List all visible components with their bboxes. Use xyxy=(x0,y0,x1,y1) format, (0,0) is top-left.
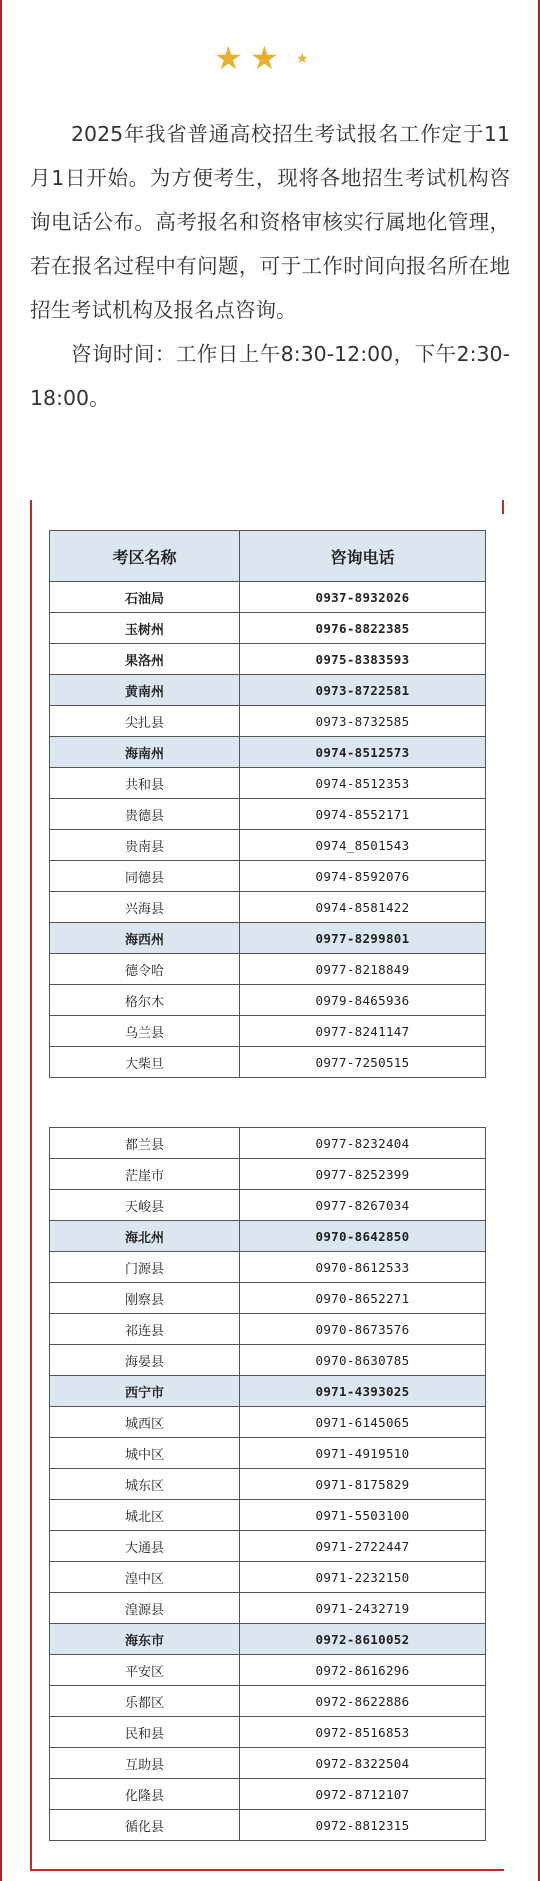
phone-number-cell: 0974-8552171 xyxy=(240,799,486,830)
phone-number-cell: 0973-8732585 xyxy=(240,706,486,737)
phone-table-part1 xyxy=(49,530,486,1078)
region-name-cell: 城东区 xyxy=(50,1469,240,1500)
phone-number-cell: 0971-4919510 xyxy=(240,1438,486,1469)
region-name-cell: 西宁市 xyxy=(50,1376,240,1407)
page-border-left xyxy=(0,0,2,1881)
table-row xyxy=(50,1686,486,1717)
table-row xyxy=(50,737,486,768)
header-phone: 咨询电话 xyxy=(240,531,486,582)
table-row xyxy=(50,1016,486,1047)
star-icon: ★ xyxy=(250,39,279,77)
region-name-cell: 共和县 xyxy=(50,768,240,799)
phone-number-cell: 0977-8232404 xyxy=(240,1128,486,1159)
table-row xyxy=(50,768,486,799)
header-region-name: 考区名称 xyxy=(50,531,240,582)
table-row xyxy=(50,1717,486,1748)
region-name-cell: 城北区 xyxy=(50,1500,240,1531)
region-name-cell: 格尔木 xyxy=(50,985,240,1016)
region-name-cell: 海南州 xyxy=(50,737,240,768)
region-name-cell: 德令哈 xyxy=(50,954,240,985)
region-name-cell: 民和县 xyxy=(50,1717,240,1748)
table-row xyxy=(50,1531,486,1562)
table-row xyxy=(50,1283,486,1314)
region-name-cell: 海西州 xyxy=(50,923,240,954)
table-row xyxy=(50,830,486,861)
table-frame-right xyxy=(502,500,504,514)
region-name-cell: 茫崖市 xyxy=(50,1159,240,1190)
region-name-cell: 天峻县 xyxy=(50,1190,240,1221)
phone-number-cell: 0971-8175829 xyxy=(240,1469,486,1500)
announcement-paragraph: 2025年我省普通高校招生考试报名工作定于11月1日开始。为方便考生，现将各地招生考试机构咨询电话公布。高考报名和资格审核实行属地化管理，若在报名过程中有问题，可于工作时间向报名所在地招生考试机构及报名点咨询。 xyxy=(30,122,510,322)
star-icon: ★ xyxy=(214,39,243,77)
region-name-cell: 大柴旦 xyxy=(50,1047,240,1078)
table-row xyxy=(50,985,486,1016)
phone-number-cell: 0972-8622886 xyxy=(240,1686,486,1717)
region-name-cell: 刚察县 xyxy=(50,1283,240,1314)
table-row xyxy=(50,1593,486,1624)
phone-number-cell: 0977-8241147 xyxy=(240,1016,486,1047)
star-decoration xyxy=(0,39,540,82)
phone-number-cell: 0977-8252399 xyxy=(240,1159,486,1190)
region-name-cell: 贵德县 xyxy=(50,799,240,830)
small-star-icon: ★ xyxy=(296,51,309,67)
table-row xyxy=(50,1779,486,1810)
phone-number-cell: 0974_8501543 xyxy=(240,830,486,861)
region-name-cell: 祁连县 xyxy=(50,1314,240,1345)
phone-number-cell: 0973-8722581 xyxy=(240,675,486,706)
table-row xyxy=(50,1500,486,1531)
phone-number-cell: 0977-8299801 xyxy=(240,923,486,954)
phone-number-cell: 0970-8673576 xyxy=(240,1314,486,1345)
table-row xyxy=(50,1314,486,1345)
region-name-cell: 循化县 xyxy=(50,1810,240,1841)
phone-number-cell: 0971-2432719 xyxy=(240,1593,486,1624)
table-row xyxy=(50,1047,486,1078)
region-name-cell: 黄南州 xyxy=(50,675,240,706)
phone-number-cell: 0971-6145065 xyxy=(240,1407,486,1438)
phone-number-cell: 0937-8932026 xyxy=(240,582,486,613)
phone-number-cell: 0972-8812315 xyxy=(240,1810,486,1841)
phone-number-cell: 0971-2722447 xyxy=(240,1531,486,1562)
phone-number-cell: 0972-8712107 xyxy=(240,1779,486,1810)
table-row xyxy=(50,1159,486,1190)
phone-number-cell: 0974-8512573 xyxy=(240,737,486,768)
phone-number-cell: 0977-8218849 xyxy=(240,954,486,985)
region-name-cell: 湟中区 xyxy=(50,1562,240,1593)
region-name-cell: 贵南县 xyxy=(50,830,240,861)
region-name-cell: 平安区 xyxy=(50,1655,240,1686)
consultation-hours: 咨询时间：工作日上午8:30-12:00，下午2:30-18:00。 xyxy=(30,342,510,410)
phone-number-cell: 0970-8630785 xyxy=(240,1345,486,1376)
region-name-cell: 互助县 xyxy=(50,1748,240,1779)
phone-number-cell: 0972-8616296 xyxy=(240,1655,486,1686)
phone-number-cell: 0974-8512353 xyxy=(240,768,486,799)
table-row xyxy=(50,644,486,675)
region-name-cell: 城西区 xyxy=(50,1407,240,1438)
phone-table-part2 xyxy=(49,1127,486,1841)
phone-number-cell: 0977-7250515 xyxy=(240,1047,486,1078)
table-row xyxy=(50,923,486,954)
table-row xyxy=(50,613,486,644)
region-name-cell: 大通县 xyxy=(50,1531,240,1562)
phone-number-cell: 0971-4393025 xyxy=(240,1376,486,1407)
table-row xyxy=(50,1562,486,1593)
phone-number-cell: 0971-5503100 xyxy=(240,1500,486,1531)
phone-number-cell: 0976-8822385 xyxy=(240,613,486,644)
table-row xyxy=(50,1748,486,1779)
region-name-cell: 尖扎县 xyxy=(50,706,240,737)
table-body xyxy=(50,582,486,1078)
table-row xyxy=(50,1438,486,1469)
phone-number-cell: 0974-8592076 xyxy=(240,861,486,892)
phone-number-cell: 0971-2232150 xyxy=(240,1562,486,1593)
table-frame-left xyxy=(30,500,32,1870)
region-name-cell: 海北州 xyxy=(50,1221,240,1252)
region-name-cell: 同德县 xyxy=(50,861,240,892)
region-name-cell: 乐都区 xyxy=(50,1686,240,1717)
region-name-cell: 石油局 xyxy=(50,582,240,613)
region-name-cell: 海东市 xyxy=(50,1624,240,1655)
table-row xyxy=(50,1810,486,1841)
region-name-cell: 乌兰县 xyxy=(50,1016,240,1047)
region-name-cell: 门源县 xyxy=(50,1252,240,1283)
region-name-cell: 海晏县 xyxy=(50,1345,240,1376)
phone-number-cell: 0974-8581422 xyxy=(240,892,486,923)
phone-number-cell: 0972-8516853 xyxy=(240,1717,486,1748)
table-row xyxy=(50,954,486,985)
table-row xyxy=(50,582,486,613)
table-row xyxy=(50,1190,486,1221)
region-name-cell: 湟源县 xyxy=(50,1593,240,1624)
table-row xyxy=(50,1128,486,1159)
table-row xyxy=(50,706,486,737)
table-row xyxy=(50,1407,486,1438)
table-row xyxy=(50,1376,486,1407)
table-row xyxy=(50,1252,486,1283)
region-name-cell: 城中区 xyxy=(50,1438,240,1469)
table-row xyxy=(50,1221,486,1252)
phone-number-cell: 0970-8652271 xyxy=(240,1283,486,1314)
phone-number-cell: 0970-8612533 xyxy=(240,1252,486,1283)
table-frame-bottom xyxy=(30,1869,504,1871)
table-row xyxy=(50,675,486,706)
region-name-cell: 都兰县 xyxy=(50,1128,240,1159)
region-name-cell: 果洛州 xyxy=(50,644,240,675)
region-name-cell: 兴海县 xyxy=(50,892,240,923)
phone-number-cell: 0979-8465936 xyxy=(240,985,486,1016)
table-body xyxy=(50,1128,486,1841)
region-name-cell: 玉树州 xyxy=(50,613,240,644)
region-name-cell: 化隆县 xyxy=(50,1779,240,1810)
phone-number-cell: 0970-8642850 xyxy=(240,1221,486,1252)
table-row xyxy=(50,861,486,892)
table-row xyxy=(50,892,486,923)
phone-number-cell: 0972-8322504 xyxy=(240,1748,486,1779)
phone-number-cell: 0972-8610052 xyxy=(240,1624,486,1655)
announcement-text xyxy=(30,112,510,420)
phone-number-cell: 0977-8267034 xyxy=(240,1190,486,1221)
table-header-row xyxy=(50,531,486,582)
table-row xyxy=(50,1655,486,1686)
table-row xyxy=(50,1345,486,1376)
phone-number-cell: 0975-8383593 xyxy=(240,644,486,675)
table-row xyxy=(50,1624,486,1655)
table-row xyxy=(50,799,486,830)
table-row xyxy=(50,1469,486,1500)
